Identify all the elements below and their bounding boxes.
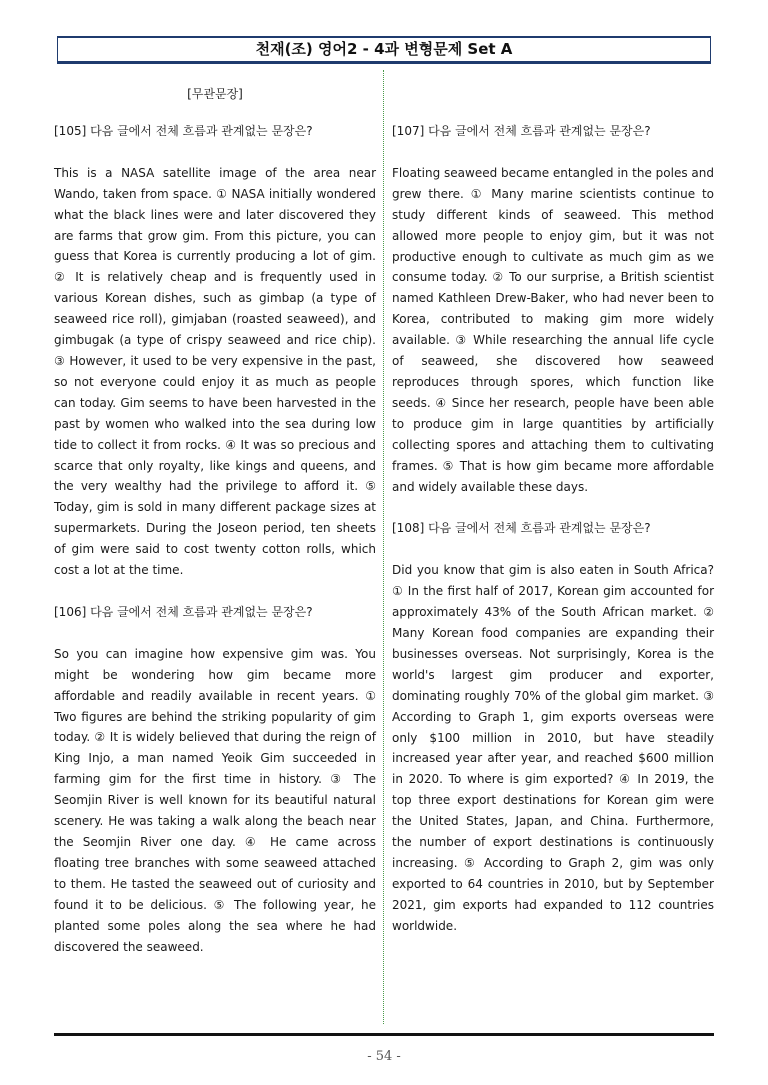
question-105-passage: This is a NASA satellite image of the area near Wando, taken from space. ① NASA initially wondered what the black lines were and later discovered they are farms that grow gim. From this picture, you can guess that Korea is currently producing a lot of gim. ② It is relatively cheap and is frequently used in various Korean dishes, such as gimbap (a type of seaweed rice roll), gimjaban (roasted seaweed), and gimbugak (a type of crispy seaweed and rice chip). ③ However, it used to be very expensive in the past, so not everyone could enjoy it as much as people can today. Gim seems to have been harvested in the past by women who walked into the sea during low tide to collect it from rocks. ④ It was so precious and scarce that only royalty, like kings and queens, and the very wealthy had the privilege to afford it. ⑤ Today, gim is sold in many different package sizes at supermarkets. During the Joseon period, ten sheets of gim were said to cost twenty cotton rolls, which cost a lot at the time. xyxy=(54,165,376,578)
right-column xyxy=(392,84,714,958)
question-108-title: [108] 다음 글에서 전체 흐름과 관계없는 문장은? xyxy=(392,521,651,536)
page-number: - 54 - xyxy=(367,1049,401,1064)
question-108-passage: Did you know that gim is also eaten in South Africa? ① In the first half of 2017, Korean gim accounted for approximately 43% of the South African market. ② Many Korean food companies are expanding their businesses overseas. Not surprisingly, Korea is the world's largest gim producer and exporter, dominating roughly 70% of the global gim market. ③ According to Graph 1, gim exports overseas were only $100 million in 2010, but have steadily increased year after year, and reached $600 million in 2020. To where is gim exported? ④ In 2019, the top three export destinations for Korean gim were the United States, Japan, and China. Furthermore, the number of export destinations is continuously increasing. ⑤ According to Graph 2, gim was only exported to 64 countries in 2010, but by September 2021, gim exports had expanded to 112 countries worldwide. xyxy=(392,563,714,933)
question-107-title: [107] 다음 글에서 전체 흐름과 관계없는 문장은? xyxy=(392,124,651,138)
question-106-title: [106] 다음 글에서 전체 흐름과 관계없는 문장은? xyxy=(54,604,313,619)
left-column xyxy=(54,84,376,978)
footer-rule xyxy=(54,1033,714,1036)
right-column-spacer xyxy=(392,84,714,121)
question-105-title: [105] 다음 글에서 전체 흐름과 관계없는 문장은? xyxy=(54,123,313,138)
page-title: 천재(조) 영어2 - 4과 변형문제 Set A xyxy=(57,36,711,64)
section-label: [무관문장] xyxy=(187,87,243,101)
question-106-passage: So you can imagine how expensive gim was. You might be wondering how gim became more affordable and readily available in recent years. ① Two figures are behind the striking popularity of gim today. ② It is widely believed that during the reign of King Injo, a man named Yeoik Gim succeeded in farming gim for the first time in history. ③ The Seomjin River is well known for its beautiful natural scenery. He was taking a walk along the beach near the Seomjin River one day. ④ He came across floating tree branches with some seaweed attached to them. He tasted the seaweed out of curiosity and found it to be delicious. ⑤ The following year, he planted some poles along the sea where he had discovered the seaweed. xyxy=(54,646,376,954)
question-107-passage: Floating seaweed became entangled in the poles and grew there. ① Many marine scientists continue to study different kinds of seaweed. This method allowed more people to enjoy gim, but it was not productive enough to cultivate as much gim as we consume today. ② To our surprise, a British scientist named Kathleen Drew-Baker, who had never been to Korea, contributed to making gim more widely available. ③ While researching the annual life cycle of seaweed, she discovered how seaweed reproduces through spores, which function like seeds. ④ Since her research, people have been able to produce gim in large quantities by artificially collecting spores and attaching them to cultivating frames. ⑤ That is how gim became more affordable and widely available these days. xyxy=(392,165,714,494)
column-divider xyxy=(383,70,384,1024)
